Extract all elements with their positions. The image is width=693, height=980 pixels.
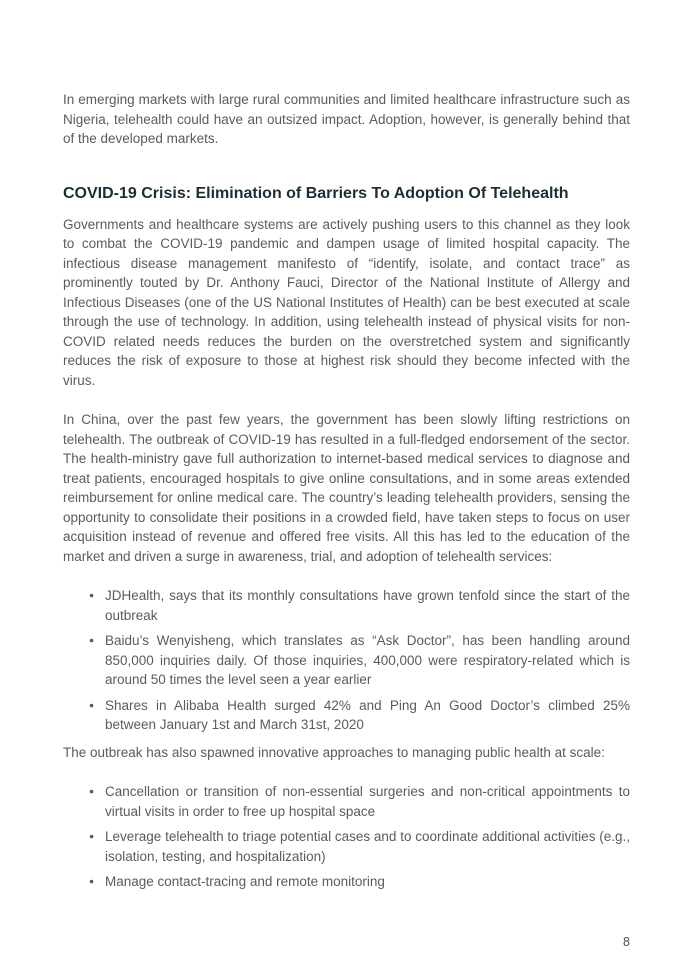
bullet-list-public-health-approaches (63, 782, 630, 892)
section-heading: COVID-19 Crisis: Elimination of Barriers To Adoption Of Telehealth (63, 184, 569, 202)
bullet-list-telehealth-adoption (63, 586, 630, 735)
list-item: ● Cancellation or transition of non-essential surgeries and non-critical appointments to virtual visits in order to free up hospital space (63, 782, 630, 821)
list-item: ● Leverage telehealth to triage potential cases and to coordinate additional activities (e.g., isolation, testing, and hospitalization) (63, 827, 630, 866)
section-paragraph-3: The outbreak has also spawned innovative approaches to managing public health at scale: (63, 744, 605, 760)
list-item: ● Shares in Alibaba Health surged 42% and Ping An Good Doctor’s climbed 25% between January 1st and March 31st, 2020 (63, 696, 630, 735)
page-number: 8 (623, 935, 630, 949)
intro-paragraph: In emerging markets with large rural communities and limited healthcare infrastructure such as Nigeria, telehealth could have an outsized impact. Adoption, however, is generally behind that of the developed markets. (63, 92, 630, 146)
section-paragraph-1: Governments and healthcare systems are actively pushing users to this channel as they look to combat the COVID-19 pandemic and dampen usage of limited hospital capacity. The infectious disease management manifesto of “identify, isolate, and contact trace” as prominently touted by Dr. Anthony Fauci, Director of the National Institute of Allergy and Infectious Diseases (one of the US National Institutes of Health) can be best executed at scale through the use of technology. In addition, using telehealth instead of physical visits for non-COVID related needs reduces the burden on the overstretched system and significantly reduces the risk of exposure to those at highest risk should they become infected with the virus. (63, 216, 630, 388)
list-item: ● Manage contact-tracing and remote monitoring (63, 872, 630, 892)
list-item: ● JDHealth, says that its monthly consultations have grown tenfold since the start of the outbreak (63, 586, 630, 625)
list-item: ● Baidu’s Wenyisheng, which translates as “Ask Doctor”, has been handling around 850,000 inquiries daily. Of those inquiries, 400,000 were respiratory-related which is around 50 times the level seen a year earlier (63, 631, 630, 690)
section-paragraph-2: In China, over the past few years, the government has been slowly lifting restrictions on telehealth. The outbreak of COVID-19 has resulted in a full-fledged endorsement of the sector. The health-ministry gave full authorization to internet-based medical services to diagnose and treat patients, encouraged hospitals to give online consultations, and in some areas extended reimbursement for online medical care. The country’s leading telehealth providers, sensing the opportunity to consolidate their positions in a crowded field, have taken steps to focus on user acquisition instead of revenue and offered free visits. All this has led to the education of the market and driven a surge in awareness, trial, and adoption of telehealth services: (63, 412, 630, 564)
